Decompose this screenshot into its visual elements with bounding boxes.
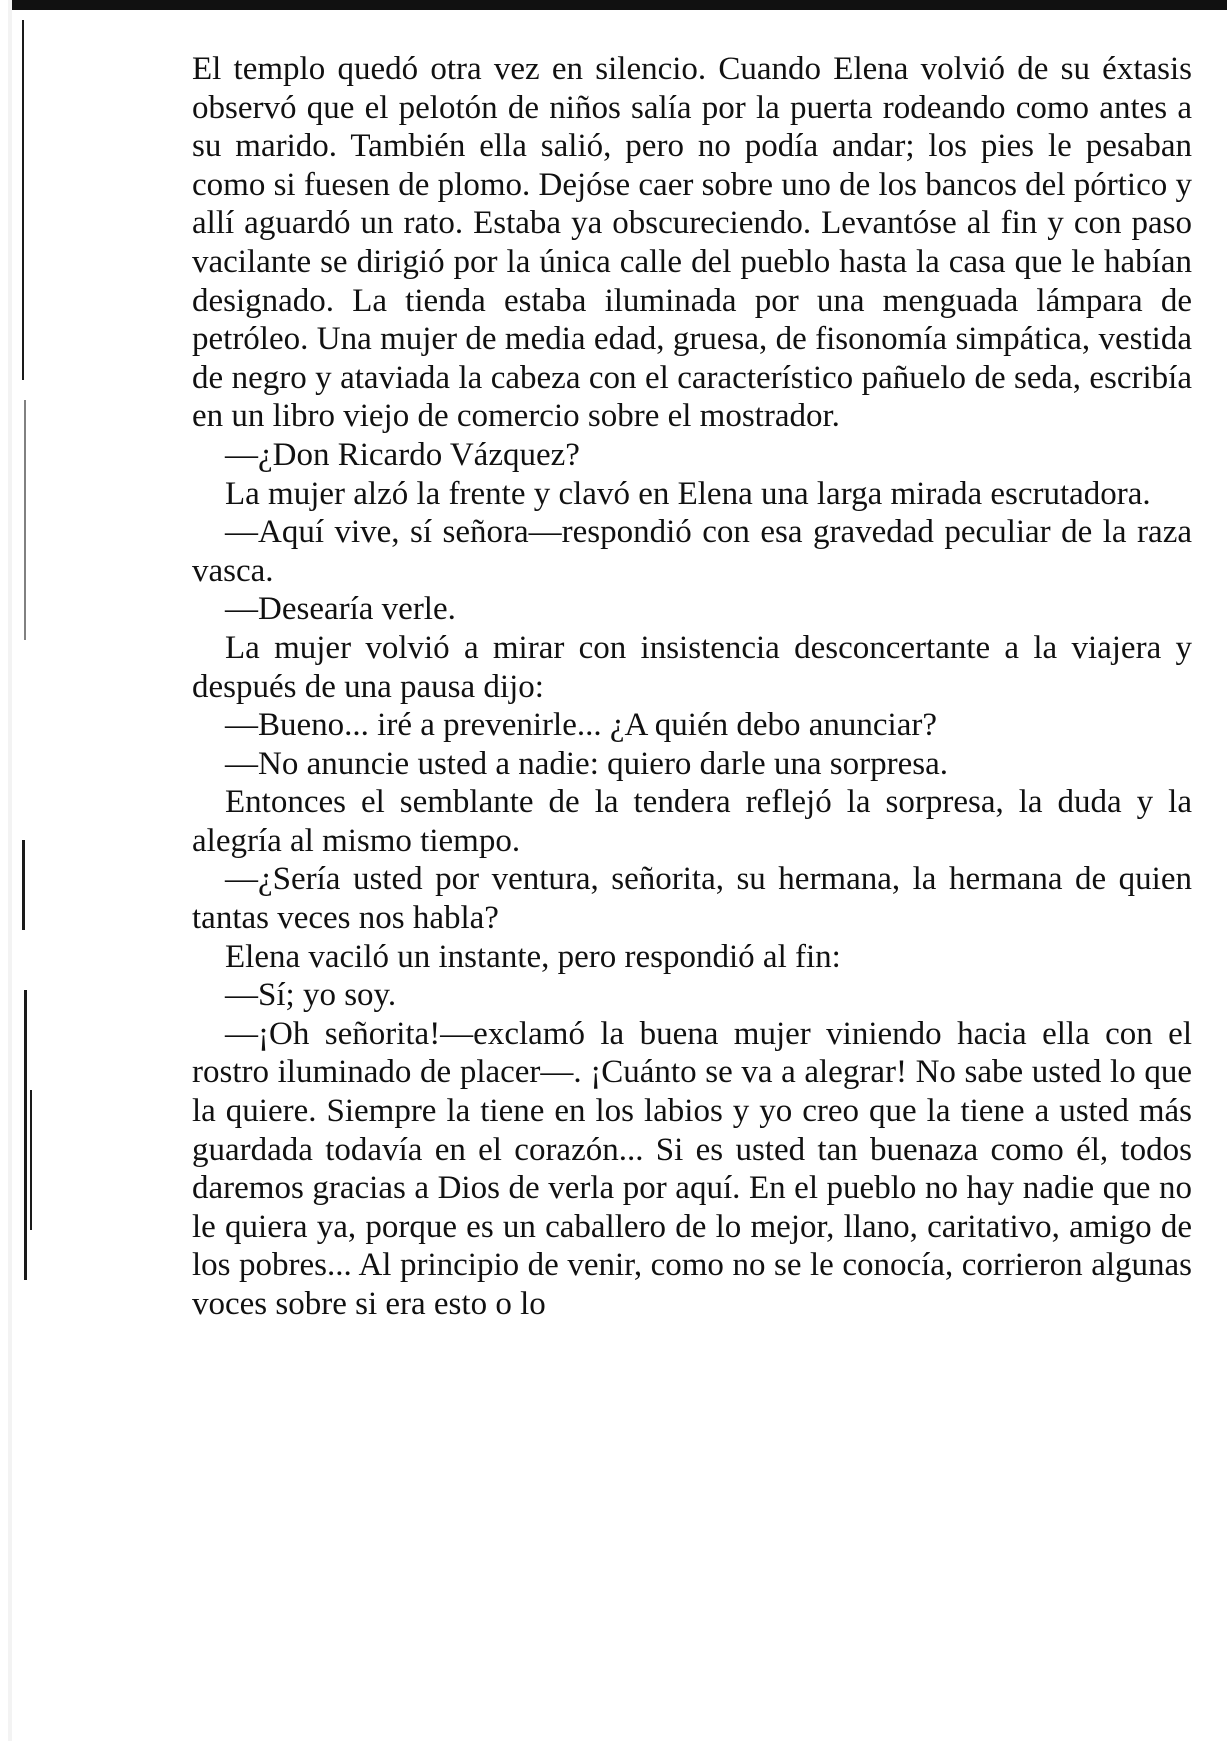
spine-binding-line xyxy=(24,990,27,1280)
paragraph: —Aquí vive, sí señora—respondió con esa gravedad peculiar de la raza vasca. xyxy=(192,514,1192,589)
paragraph: —¿Don Ricardo Vázquez? xyxy=(225,436,580,473)
paragraph: La mujer volvió a mirar con insistencia desconcertante a la viajera y después de una pausa dijo: xyxy=(192,629,1192,705)
page-body-text xyxy=(192,50,1192,1324)
top-edge-rule xyxy=(8,0,1227,10)
spine-binding-line xyxy=(24,400,26,640)
paragraph: —¡Oh señorita!—exclamó la buena mujer viniendo hacia ella con el rostro iluminado de placer—. ¡Cuánto se va a alegrar! No sabe usted lo que la quiere. Siempre la tiene en los labios y yo creo que la tiene a usted más guardada todavía en el corazón... Si es usted tan buenaza como él, todos daremos gracias a Dios de verla por aquí. En el pueblo no hay nadie que no le quiera ya, porque es un caballero de lo mejor, llano, caritativo, amigo de los pobres... Al principio de venir, como no se le conocía, corrieron algunas voces sobre si era esto o lo xyxy=(192,1015,1192,1322)
paragraph: —Sí; yo soy. xyxy=(225,977,397,1014)
page-spine-shadow xyxy=(8,0,12,1741)
paragraph: Elena vaciló un instante, pero respondió al fin: xyxy=(225,938,841,975)
spine-binding-line xyxy=(22,20,24,380)
spine-binding-line xyxy=(22,840,25,930)
paragraph: Entonces el semblante de la tendera reflejó la sorpresa, la duda y la alegría al mismo tiempo. xyxy=(192,784,1192,859)
paragraph: —¿Sería usted por ventura, señorita, su hermana, la hermana de quien tantas veces nos habla? xyxy=(192,861,1192,937)
paragraph: —Desearía verle. xyxy=(225,591,456,628)
spine-binding-line xyxy=(30,1090,32,1230)
paragraph: —Bueno... iré a prevenirle... ¿A quién debo anunciar? xyxy=(225,707,937,744)
paragraph: El templo quedó otra vez en silencio. Cuando Elena volvió de su éxtasis observó que el pelotón de niños salía por la puerta rodeando como antes a su marido. También ella salió, pero no podía andar; los pies le pesaban como si fuesen de plomo. Dejóse caer sobre uno de los bancos del pórtico y allí aguardó un rato. Estaba ya obscureciendo. Levantóse al fin y con paso vacilante se dirigió por la única calle del pueblo hasta la casa que le habían designado. La tienda estaba iluminada por una menguada lámpara de petróleo. Una mujer de media edad, gruesa, de fisonomía simpática, vestida de negro y ataviada la cabeza con el característico pañuelo de seda, escribía en un libro viejo de comercio sobre el mostrador. xyxy=(192,51,1192,435)
paragraph: La mujer alzó la frente y clavó en Elena una larga mirada escrutadora. xyxy=(225,475,1151,512)
paragraph: —No anuncie usted a nadie: quiero darle una sorpresa. xyxy=(225,745,948,782)
